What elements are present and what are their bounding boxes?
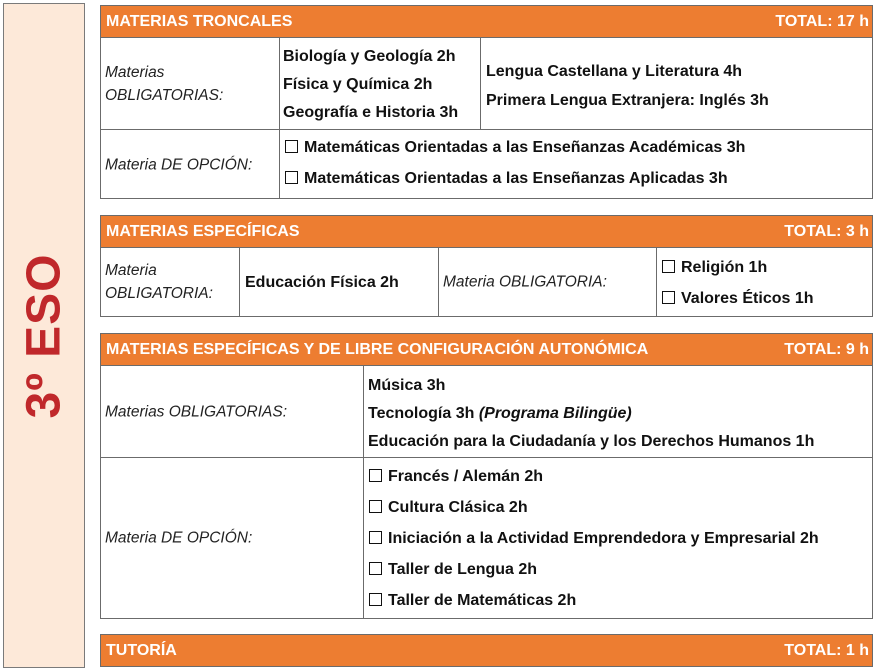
libre-obligatorias-list bbox=[368, 372, 814, 456]
option-label: Francés / Alemán 2h bbox=[388, 468, 544, 485]
educacion-fisica: Educación Física 2h bbox=[245, 274, 399, 291]
tutoria-title: TUTORÍA bbox=[106, 641, 177, 659]
option-label: Cultura Clásica 2h bbox=[388, 499, 528, 516]
course-label: 3º ESO bbox=[17, 253, 71, 418]
subject-item bbox=[368, 400, 814, 428]
option-taller-matematicas[interactable] bbox=[369, 592, 576, 610]
especificas-obligatoria-label bbox=[101, 248, 239, 316]
especificas-title: MATERIAS ESPECÍFICAS bbox=[106, 222, 300, 240]
troncales-header bbox=[100, 5, 873, 38]
option-valores-eticos[interactable] bbox=[662, 290, 814, 308]
option-label: Taller de Matemáticas 2h bbox=[388, 592, 577, 609]
option-label: Religión 1h bbox=[681, 259, 768, 276]
checkbox-icon[interactable] bbox=[369, 531, 382, 544]
troncales-opcion-label bbox=[101, 130, 279, 199]
libre-obligatorias-label bbox=[101, 366, 363, 457]
option-academicas[interactable] bbox=[285, 139, 745, 157]
checkbox-icon[interactable] bbox=[285, 140, 298, 153]
course-side-band bbox=[3, 3, 85, 668]
tutoria-total: TOTAL: 1 h bbox=[784, 641, 869, 659]
subject-item: Física y Química 2h bbox=[283, 76, 433, 93]
troncales-obligatorias-label bbox=[101, 38, 279, 129]
libre-opcion-label bbox=[101, 458, 363, 618]
troncales-col2 bbox=[486, 57, 769, 115]
option-label: Matemáticas Orientadas a las Enseñanzas Académicas 3h bbox=[304, 139, 746, 156]
especificas-obligatoria2-label bbox=[439, 248, 656, 316]
checkbox-icon[interactable] bbox=[369, 469, 382, 482]
label-line: Materias bbox=[105, 63, 165, 81]
label-text: Materias OBLIGATORIAS: bbox=[105, 403, 288, 420]
label-text: Materia DE OPCIÓN: bbox=[105, 529, 253, 547]
especificas-table bbox=[100, 247, 873, 317]
label-text: Materia DE OPCIÓN: bbox=[105, 156, 253, 173]
subject-item: Primera Lengua Extranjera: Inglés 3h bbox=[486, 92, 769, 109]
bilingual-note: (Programa Bilingüe) bbox=[478, 405, 632, 422]
subject-item: Educación para la Ciudadanía y los Derechos Humanos 1h bbox=[368, 433, 815, 450]
libre-title: MATERIAS ESPECÍFICAS Y DE LIBRE CONFIGURACIÓN AUTONÓMICA bbox=[106, 340, 649, 358]
option-aplicadas[interactable] bbox=[285, 170, 728, 188]
troncales-total: TOTAL: 17 h bbox=[775, 12, 869, 30]
option-emprendedora[interactable] bbox=[369, 530, 819, 548]
checkbox-icon[interactable] bbox=[285, 171, 298, 184]
especificas-header bbox=[100, 215, 873, 248]
checkbox-icon[interactable] bbox=[662, 291, 675, 304]
label-line: OBLIGATORIA: bbox=[105, 285, 213, 302]
option-taller-lengua[interactable] bbox=[369, 561, 537, 579]
checkbox-icon[interactable] bbox=[369, 593, 382, 606]
libre-table bbox=[100, 365, 873, 619]
option-label: Valores Éticos 1h bbox=[681, 290, 814, 307]
subject-item: Música 3h bbox=[368, 377, 446, 394]
option-cultura-clasica[interactable] bbox=[369, 499, 528, 517]
label-line: Materia bbox=[105, 262, 157, 279]
checkbox-icon[interactable] bbox=[369, 562, 382, 575]
tutoria-header bbox=[100, 634, 873, 667]
subject-item: Lengua Castellana y Literatura 4h bbox=[486, 63, 743, 80]
troncales-table bbox=[100, 37, 873, 199]
libre-total: TOTAL: 9 h bbox=[784, 340, 869, 358]
option-label: Matemáticas Orientadas a las Enseñanzas Aplicadas 3h bbox=[304, 170, 728, 187]
libre-header bbox=[100, 333, 873, 366]
option-frances-aleman[interactable] bbox=[369, 468, 543, 486]
checkbox-icon[interactable] bbox=[369, 500, 382, 513]
troncales-col1 bbox=[283, 43, 458, 127]
subject-text: Tecnología 3h bbox=[368, 405, 479, 422]
label-line: OBLIGATORIAS: bbox=[105, 86, 224, 104]
option-label: Iniciación a la Actividad Emprendedora y Empresarial 2h bbox=[388, 530, 819, 547]
label-text: Materia OBLIGATORIA: bbox=[443, 273, 607, 291]
troncales-title: MATERIAS TRONCALES bbox=[106, 12, 293, 30]
especificas-total: TOTAL: 3 h bbox=[784, 222, 869, 240]
subject-item: Geografía e Historia 3h bbox=[283, 104, 459, 121]
option-religion[interactable] bbox=[662, 259, 767, 277]
subject-item: Biología y Geología 2h bbox=[283, 48, 456, 65]
checkbox-icon[interactable] bbox=[662, 260, 675, 273]
option-label: Taller de Lengua 2h bbox=[388, 561, 538, 578]
